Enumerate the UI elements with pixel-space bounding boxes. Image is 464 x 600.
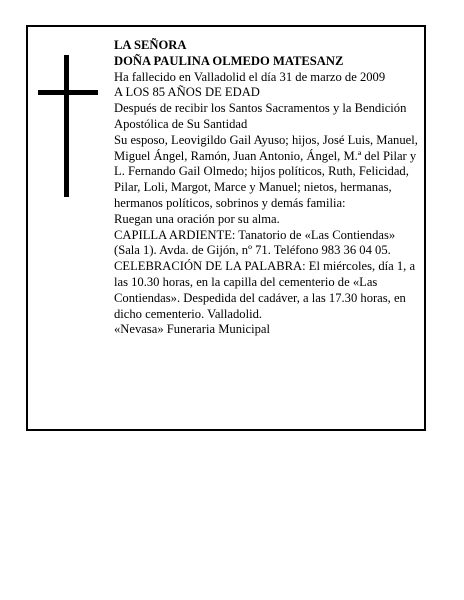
cross-horizontal-bar — [38, 90, 98, 95]
cross-vertical-bar — [64, 55, 69, 197]
sacraments-text: Después de recibir los Santos Sacramentos y la Bendición Apostólica de Su Santidad — [114, 101, 407, 131]
obituary-text — [114, 38, 420, 338]
funeral-home-text: «Nevasa» Funeraria Municipal — [114, 322, 270, 337]
title-line: LA SEÑORA — [114, 38, 187, 52]
celebration-text: CELEBRACIÓN DE LA PALABRA: El miércoles, día 1, a las 10.30 horas, en la capilla del cementerio de «Las Contiendas». Despedida del cadáver, a las 17.30 horas, en dicho cementerio. Valladolid. — [114, 259, 416, 321]
death-line: Ha fallecido en Valladolid el día 31 de marzo de 2009 — [114, 69, 386, 84]
cross-icon — [38, 55, 98, 197]
age-line: A LOS 85 AÑOS DE EDAD — [114, 85, 260, 100]
family-text: Su esposo, Leovigildo Gail Ayuso; hijos, José Luis, Manuel, Miguel Ángel, Ramón, Juan Antonio, Ángel, M.ª del Pilar y L. Fernando Gail Olmedo; hijos políticos, Ruth, Felicidad, Pilar, Loli, Margot, Marce y Manuel; nietos, hermanas, hermanos políticos, sobrinos y demás familia: — [114, 132, 418, 210]
deceased-name: DOÑA PAULINA OLMEDO MATESANZ — [114, 53, 344, 68]
chapel-text: CAPILLA ARDIENTE: Tanatorio de «Las Contiendas» (Sala 1). Avda. de Gijón, nº 71. Teléfono 983 36 04 05. — [114, 227, 396, 258]
prayer-text: Ruegan una oración por su alma. — [114, 211, 280, 226]
